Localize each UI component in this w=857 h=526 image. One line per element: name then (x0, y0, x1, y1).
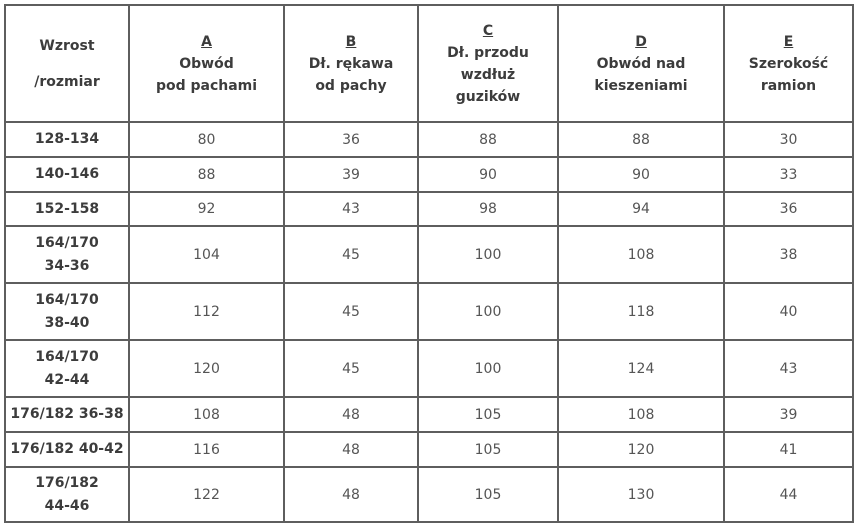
table-row (5, 157, 853, 192)
value-cell: 108 (558, 397, 724, 432)
header-size-line: Wzrost (39, 37, 95, 54)
value-cell: 105 (418, 432, 558, 467)
table-row (5, 122, 853, 157)
value-cell: 88 (418, 122, 558, 157)
value-cell: 48 (284, 467, 418, 522)
size-cell (5, 397, 129, 432)
value-cell: 36 (724, 192, 853, 226)
value-cell: 88 (558, 122, 724, 157)
size-label: 128-134 (34, 131, 100, 147)
value-cell: 43 (724, 340, 853, 397)
size-cell (5, 340, 129, 397)
value-cell: 122 (129, 467, 284, 522)
value-cell: 120 (129, 340, 284, 397)
table-row (5, 432, 853, 467)
value-cell: 30 (724, 122, 853, 157)
size-chart-table (4, 4, 854, 523)
value-cell: 41 (724, 432, 853, 467)
column-label-line: wzdłuż (460, 66, 516, 83)
value-cell: 43 (284, 192, 418, 226)
value-cell: 48 (284, 432, 418, 467)
size-label: 44-46 (44, 497, 90, 514)
value-cell: 92 (129, 192, 284, 226)
size-label: 164/170 (35, 348, 99, 365)
column-label-line: Obwód (179, 55, 234, 72)
value-cell: 44 (724, 467, 853, 522)
column-letter: B (345, 33, 357, 50)
value-cell: 39 (724, 397, 853, 432)
column-label-line: od pachy (315, 77, 387, 94)
value-cell: 100 (418, 226, 558, 283)
column-label-line: guzików (455, 88, 521, 105)
value-cell: 116 (129, 432, 284, 467)
value-cell: 112 (129, 283, 284, 340)
column-label-line: kieszeniami (594, 77, 688, 94)
size-label: 176/182 36-38 (10, 406, 124, 422)
value-cell: 40 (724, 283, 853, 340)
column-label-line: Szerokość (748, 55, 829, 72)
value-cell: 105 (418, 397, 558, 432)
table-row (5, 340, 853, 397)
value-cell: 88 (129, 157, 284, 192)
size-label: 34-36 (44, 257, 90, 274)
header-column-d (558, 5, 724, 122)
column-label-line: Dł. przodu (447, 44, 529, 61)
value-cell: 80 (129, 122, 284, 157)
value-cell: 124 (558, 340, 724, 397)
size-label: 42-44 (44, 371, 90, 388)
size-cell (5, 432, 129, 467)
column-letter: E (783, 33, 794, 50)
value-cell: 90 (418, 157, 558, 192)
value-cell: 108 (129, 397, 284, 432)
size-label: 176/182 (35, 474, 99, 491)
size-cell (5, 226, 129, 283)
value-cell: 98 (418, 192, 558, 226)
size-cell (5, 122, 129, 157)
column-letter: C (482, 22, 494, 39)
value-cell: 45 (284, 340, 418, 397)
value-cell: 94 (558, 192, 724, 226)
header-size-column (5, 5, 129, 122)
header-column-b (284, 5, 418, 122)
size-label: 140-146 (34, 166, 100, 182)
value-cell: 45 (284, 226, 418, 283)
size-cell (5, 283, 129, 340)
table-row (5, 397, 853, 432)
header-column-a (129, 5, 284, 122)
header-column-c (418, 5, 558, 122)
column-label-line: ramion (760, 77, 817, 94)
value-cell: 39 (284, 157, 418, 192)
value-cell: 105 (418, 467, 558, 522)
size-label: 176/182 40-42 (10, 441, 124, 457)
value-cell: 100 (418, 340, 558, 397)
size-label: 164/170 (35, 234, 99, 251)
size-cell (5, 192, 129, 226)
size-label: 38-40 (44, 314, 90, 331)
header-size-line: /rozmiar (34, 73, 100, 90)
value-cell: 130 (558, 467, 724, 522)
column-letter: D (635, 33, 647, 50)
column-label-line: Dł. rękawa (308, 55, 394, 72)
value-cell: 36 (284, 122, 418, 157)
value-cell: 48 (284, 397, 418, 432)
size-label: 152-158 (34, 200, 100, 217)
size-cell (5, 467, 129, 522)
size-cell (5, 157, 129, 192)
column-letter: A (201, 33, 212, 50)
value-cell: 38 (724, 226, 853, 283)
value-cell: 120 (558, 432, 724, 467)
table-row (5, 226, 853, 283)
value-cell: 100 (418, 283, 558, 340)
header-column-e (724, 5, 853, 122)
value-cell: 90 (558, 157, 724, 192)
table-row (5, 467, 853, 522)
value-cell: 108 (558, 226, 724, 283)
table-row (5, 283, 853, 340)
value-cell: 33 (724, 157, 853, 192)
table-row (5, 192, 853, 226)
size-label: 164/170 (35, 291, 99, 308)
header-row (5, 5, 853, 122)
column-label-line: pod pachami (155, 77, 258, 94)
column-label-line: Obwód nad (596, 55, 686, 72)
value-cell: 118 (558, 283, 724, 340)
value-cell: 104 (129, 226, 284, 283)
value-cell: 45 (284, 283, 418, 340)
